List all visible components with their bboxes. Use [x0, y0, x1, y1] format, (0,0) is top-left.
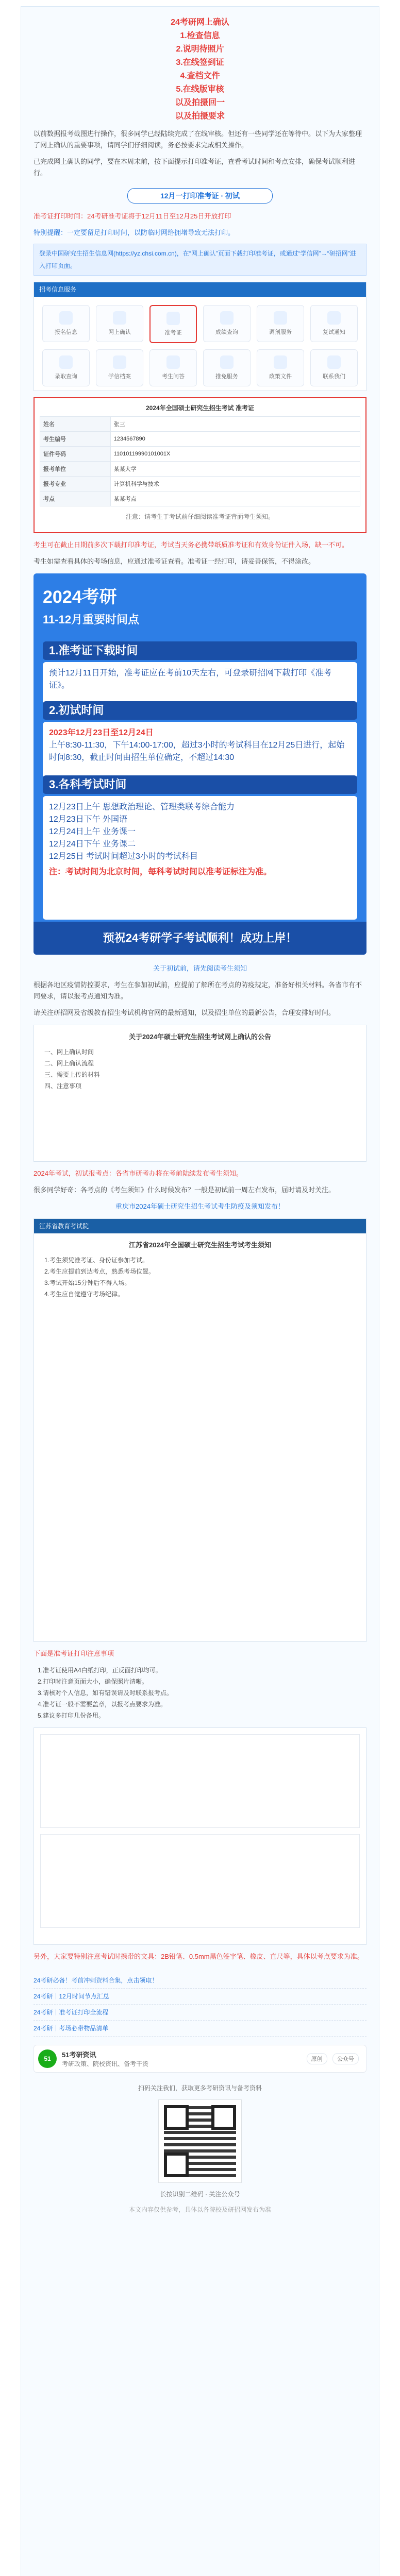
jiangsu-screenshot — [34, 1218, 366, 1642]
poster-title: 2024考研 — [43, 587, 117, 607]
tile-label: 准考证 — [164, 330, 182, 336]
notes-gray: 考生如需查看具体的考场信息，应通过准考证查看。准考证一经打印，请妥善保管，不得涂改。 — [34, 557, 315, 565]
header-item: 2.说明待照片 — [176, 45, 224, 54]
tile-label: 录取查询 — [55, 374, 77, 380]
notice-line: 一、网上确认时间 — [44, 1048, 94, 1056]
section2-paragraph: 很多同学好奇：各考点的《考生须知》什么时候发布？一般是初试前一周左右发布，届时请及时关注。 — [34, 1186, 336, 1194]
account-tag: 公众号 — [332, 2053, 359, 2064]
ticket-label: 报考单位 — [40, 462, 111, 477]
jiangsu-site-name: 江苏省教育考试院 — [39, 1223, 89, 1230]
header-item: 1.检查信息 — [180, 31, 220, 40]
graduation-cap-icon — [59, 355, 73, 369]
post-poster-paragraph: 根据各地区疫情防控要求，考生在参加初试前，应提前了解所在考点的防疫规定，准备好相关材料。各省市有不同要求，请以报考点通知为准。 — [34, 981, 362, 1000]
sample-screenshot — [34, 1727, 366, 1945]
section3-bullet: 4.准考证一般不需要盖章，以报考点要求为准。 — [38, 1701, 167, 1708]
account-name: 51考研资讯 — [62, 2051, 96, 2059]
section3-bullet: 1.准考证使用A4白纸打印，正反面打印均可。 — [38, 1667, 162, 1674]
intro-paragraph: 以前数据报考截图进行操作，很多同学已经陆续完成了在线审核。但还有一些同学还在等待中。以下为大家整理了网上确认的重要事项，请同学们仔细阅读，务必按要求完成相关操作。 — [34, 130, 362, 149]
header-list — [34, 16, 366, 123]
section-note-red: 准考证打印时间：24考研准考证将于12月11日至12月25日开放打印 — [34, 212, 231, 220]
ticket-value: 11010119990101001X — [110, 447, 360, 462]
tile-label: 复试通知 — [323, 329, 345, 335]
related-link[interactable]: 24考研｜准考证打印全流程 — [34, 2005, 366, 2021]
poster-item: 12月25日 考试时间超过3小时的考试科目 — [49, 852, 198, 861]
poster-date: 2023年12月23日至12月24日 — [49, 728, 154, 737]
section2-red: 2024年考试，初试报考点：各省市研考办将在考前陆续发布考生须知。 — [34, 1170, 243, 1177]
chart-icon — [220, 311, 234, 325]
ticket-label: 姓名 — [40, 417, 111, 432]
sample-area — [40, 1834, 360, 1928]
phone-icon — [327, 355, 341, 369]
poster-subtitle: 11-12月重要时间点 — [43, 613, 140, 626]
tile-adjust[interactable] — [257, 305, 304, 342]
tile-archive[interactable] — [96, 349, 143, 386]
related-links — [34, 1973, 366, 2037]
portal-screenshot — [34, 282, 366, 391]
related-link[interactable]: 24考研｜12月时间节点汇总 — [34, 1989, 366, 2005]
ticket-title: 2024年全国硕士研究生招生考试 准考证 — [145, 404, 255, 412]
ticket-label: 考生编号 — [40, 432, 111, 447]
poster-item: 12月24日下午 业务课二 — [49, 840, 136, 849]
post-poster-link[interactable]: 关于初试前，请先阅读考生须知 — [153, 964, 247, 972]
section3-bullets — [38, 1665, 366, 1721]
notice-lines — [44, 1046, 360, 1092]
ticket-value: 某某大学 — [110, 462, 360, 477]
footer-bottom: 本文内容仅供参考，具体以各院校及研招网发布为准 — [128, 2206, 271, 2213]
notice-title: 关于2024年硕士研究生招生考试网上确认的公告 — [129, 1033, 271, 1041]
section3-bullet: 3.请核对个人信息，如有错误请及时联系报考点。 — [38, 1689, 173, 1697]
jiangsu-bullet: 1.考生须凭准考证、身份证参加考试。 — [44, 1257, 149, 1264]
tile-policy[interactable] — [257, 349, 304, 386]
tile-label: 网上确认 — [108, 329, 131, 335]
account-card[interactable] — [34, 2045, 366, 2073]
account-desc: 考研政策、院校资讯、备考干货 — [62, 2060, 149, 2067]
qr-corner — [164, 2105, 189, 2130]
header-item: 4.查档文件 — [180, 72, 220, 80]
check-icon — [113, 311, 126, 325]
ticket-screenshot — [34, 397, 366, 533]
article-body — [34, 16, 366, 2215]
qr-code[interactable] — [158, 2099, 242, 2183]
ticket-label: 报考专业 — [40, 477, 111, 492]
poster-section-body — [43, 796, 357, 920]
notice-screenshot — [34, 1025, 366, 1162]
book-icon — [274, 355, 287, 369]
section3-note: 另外，大家要特别注意考试时携带的文具：2B铅笔、0.5mm黑色签字笔、橡皮、直尺等，具体以考点要求为准。 — [34, 1953, 364, 1960]
ticket-value: 1234567890 — [110, 432, 360, 447]
timeline-poster — [34, 573, 366, 955]
poster-note: 注：考试时间为北京时间，每科考试时间以准考证标注为准。 — [49, 868, 272, 876]
section3-bullet: 5.建议多打印几份备用。 — [38, 1712, 105, 1719]
poster-section-head: 2.初试时间 — [43, 701, 357, 720]
tile-label: 考生问答 — [162, 374, 185, 380]
tile-ticket[interactable] — [149, 305, 197, 343]
avatar: 51 — [38, 2049, 57, 2068]
tile-contact[interactable] — [310, 349, 358, 386]
section3-red: 下面是准考证打印注意事项 — [34, 1650, 114, 1657]
ticket-value: 张三 — [110, 417, 360, 432]
poster-item: 12月23日下午 外国语 — [49, 815, 128, 824]
ticket-label: 证件号码 — [40, 447, 111, 462]
related-link[interactable]: 24考研必备！考前冲刺资料合集，点击领取！ — [34, 1973, 366, 1989]
jiangsu-bullet: 4.考生应自觉遵守考场纪律。 — [44, 1291, 124, 1298]
poster-section-head: 1.准考证下载时间 — [43, 641, 357, 660]
tile-faq[interactable] — [149, 349, 197, 386]
article-card — [21, 6, 379, 2576]
footer-note: 扫码关注我们，获取更多考研资讯与备考资料 — [138, 2084, 262, 2092]
bell-icon — [327, 311, 341, 325]
section3-bullet: 2.打印时注意页面大小，确保照片清晰。 — [38, 1678, 148, 1685]
poster-section-body: 预计12月11日开始，准考证应在考前10天左右，可登录研招网下载打印《准考证》。 — [43, 662, 357, 705]
section-sub-blue: 特别提醒：一定要留足打印时间，以防临时网络拥堵导致无法打印。 — [34, 229, 235, 236]
header-item: 以及拍摄要求 — [175, 112, 225, 121]
header-item: 24考研网上确认 — [171, 18, 229, 27]
tile-score[interactable] — [203, 305, 251, 342]
ticket-icon — [166, 312, 180, 325]
ticket-table — [40, 416, 360, 506]
info-banner: 登录中国研究生招生信息网(https://yz.chsi.com.cn)，在“网上确认”页面下载打印准考证，或通过“学信网”→“研招网”进入打印页面。 — [34, 244, 366, 276]
tile-report-info[interactable] — [42, 305, 90, 342]
star-icon — [220, 355, 234, 369]
document-icon — [59, 311, 73, 325]
tile-label: 成绩查询 — [215, 329, 238, 335]
swap-icon — [274, 311, 287, 325]
ticket-value: 计算机科学与技术 — [110, 477, 360, 492]
ticket-note: 注意：请考生于考试前仔细阅读准考证背面考生须知。 — [125, 513, 274, 520]
intro-paragraph: 已完成网上确认的同学，要在本周末前，按下面提示打印准考证，查看考试时间和考点安排，确保考试顺利进行。 — [34, 158, 356, 177]
header-item: 5.在线版审核 — [176, 85, 224, 94]
poster-section-body — [43, 722, 357, 777]
tile-retest[interactable] — [310, 305, 358, 342]
jiangsu-bullets — [44, 1255, 360, 1300]
tile-label: 报名信息 — [55, 329, 77, 335]
section-title: 12月一打印准考证 · 初试 — [127, 188, 273, 204]
post-poster-paragraph: 请关注研招网及省级教育招生考试机构官网的最新通知，以及招生单位的最新公告，合理安排好时间。 — [34, 1009, 336, 1016]
tile-admit[interactable] — [42, 349, 90, 386]
jiangsu-bullet: 2.考生应提前到达考点，熟悉考场位置。 — [44, 1268, 155, 1275]
section2-link[interactable]: 重庆市2024年硕士研究生招生考试考生防疫及须知发布！ — [115, 1202, 285, 1210]
poster-time: 上午8:30-11:30，下午14:00-17:00，超过3小时的考试科目在12月25日进行，起始时间8:30，截止时间由招生单位确定，不超过14:30 — [49, 741, 345, 762]
tile-label: 学信档案 — [108, 374, 131, 380]
qr-corner — [164, 2153, 189, 2177]
header-item: 3.在线签到证 — [176, 58, 224, 67]
portal-header: 招考信息服务 — [34, 282, 366, 297]
notice-line: 四、注意事项 — [44, 1082, 82, 1090]
tile-label: 联系我们 — [323, 374, 345, 380]
notice-line: 三、需要上传的材料 — [44, 1071, 101, 1078]
account-tag: 原创 — [307, 2053, 327, 2064]
related-link[interactable]: 24考研｜考场必带物品清单 — [34, 2021, 366, 2037]
header-item: 以及拍摄回一 — [175, 98, 225, 107]
tile-label: 调剂服务 — [269, 329, 292, 335]
poster-footer: 预祝24考研学子考试顺利！成功上岸！ — [34, 922, 366, 955]
notice-line: 二、网上确认流程 — [44, 1060, 94, 1067]
poster-item: 12月24日上午 业务课一 — [49, 827, 136, 836]
footer-note: 长按识别二维码 · 关注公众号 — [160, 2191, 240, 2198]
jiangsu-title: 江苏省2024年全国硕士研究生招生考试考生须知 — [129, 1241, 271, 1249]
notes-red: 考生可在截止日期前多次下载打印准考证，考试当天务必携带纸质准考证和有效身份证件入场，缺一不可。 — [34, 541, 349, 549]
folder-icon — [113, 355, 126, 369]
ticket-label: 考点 — [40, 492, 111, 506]
poster-section-head: 3.各科考试时间 — [43, 775, 357, 794]
jiangsu-bullet: 3.考试开始15分钟后不得入场。 — [44, 1279, 131, 1286]
portal-tiles — [34, 297, 366, 395]
tile-label: 推免服务 — [215, 374, 238, 380]
tile-confirm[interactable] — [96, 305, 143, 342]
tile-recommend[interactable] — [203, 349, 251, 386]
ticket-value: 某某考点 — [110, 492, 360, 506]
jiangsu-site-header — [34, 1219, 366, 1233]
poster-item: 12月23日上午 思想政治理论、管理类联考综合能力 — [49, 803, 235, 811]
tile-label: 政策文件 — [269, 374, 292, 380]
qr-corner — [211, 2105, 236, 2130]
sample-area — [40, 1734, 360, 1828]
question-icon — [166, 355, 180, 369]
